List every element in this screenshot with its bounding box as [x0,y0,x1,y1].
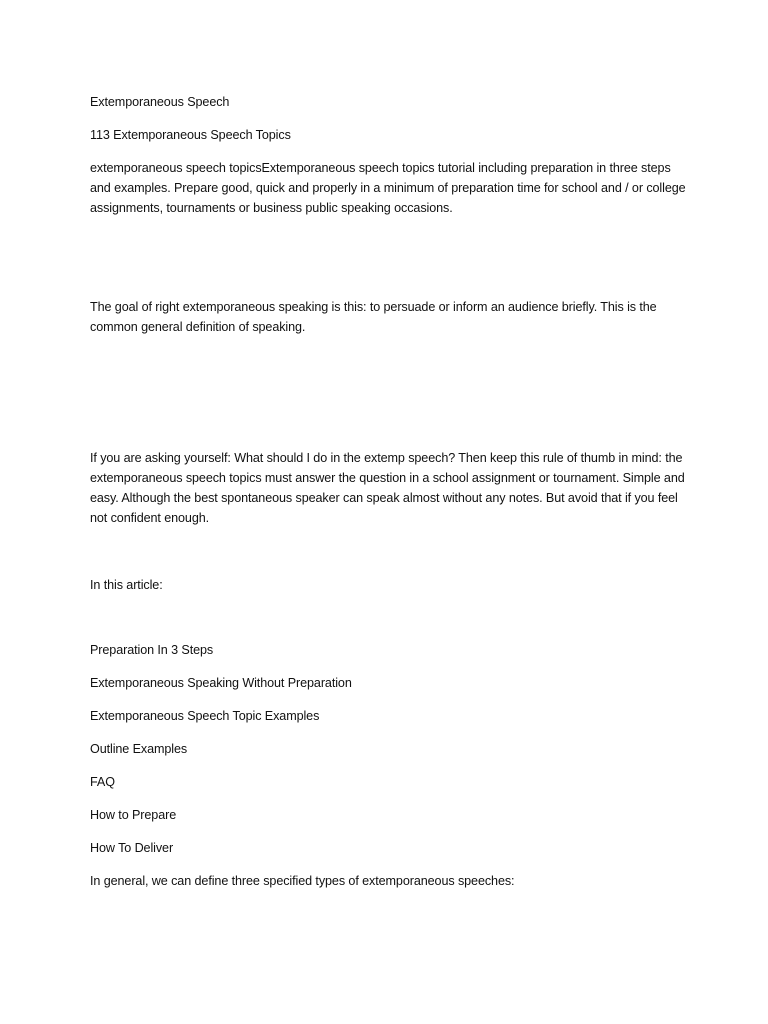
document-subtitle: 113 Extemporaneous Speech Topics [90,128,291,142]
closing-line: In general, we can define three specified types of extemporaneous speeches: [90,874,515,888]
toc-item-how-to-prepare: How to Prepare [90,808,177,822]
toc-item-topic-examples: Extemporaneous Speech Topic Examples [90,709,320,723]
document-title: Extemporaneous Speech [90,95,230,109]
rule-of-thumb-paragraph: If you are asking yourself: What should I do in the extemp speech? Then keep this rule of thumb in mind: the extemporaneous speech topics must answer the question in a school assignment or tournament. Simple and easy. Although the best spontaneous speaker can speak almost without any notes. But avoid that if you feel not confident enough. [90,451,685,525]
toc-item-outline-examples: Outline Examples [90,742,188,756]
toc-item-without-preparation: Extemporaneous Speaking Without Preparation [90,676,352,690]
toc-item-how-to-deliver: How To Deliver [90,841,174,855]
in-this-article-heading: In this article: [90,578,163,592]
goal-paragraph: The goal of right extemporaneous speaking is this: to persuade or inform an audience briefly. This is the common general definition of speaking. [90,300,657,334]
toc-item-faq: FAQ [90,775,115,789]
intro-paragraph: extemporaneous speech topicsExtemporaneous speech topics tutorial including preparation in three steps and examples. Prepare good, quick and properly in a minimum of preparation time for school and / or college assignments, tournaments or business public speaking occasions. [90,161,686,215]
toc-item-preparation: Preparation In 3 Steps [90,643,214,657]
